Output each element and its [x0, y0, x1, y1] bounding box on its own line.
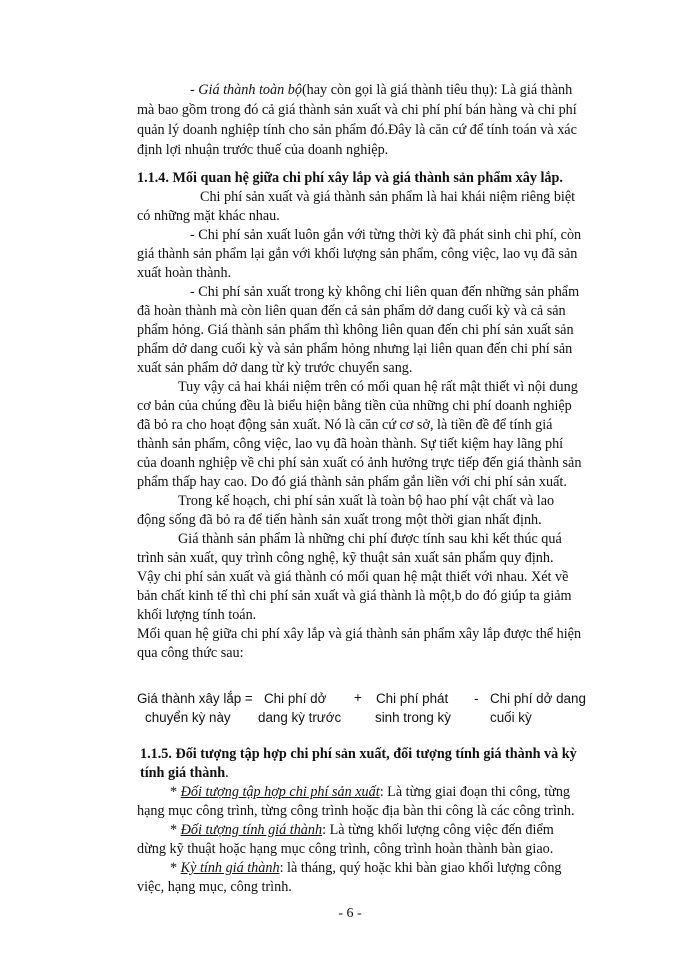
para-plan-line2: động sống đã bỏ ra để tiến hành sản xuất trong một thời gian nhất định.: [137, 512, 542, 528]
para-cost-object-line1: * Đối tượng tập hợp chi phí sản xuất: Là từng giai đoạn thi công, từng: [170, 784, 571, 800]
para-wip-line1: - Chi phí sản xuất trong kỳ không chỉ liên quan đến những sản phẩm: [190, 284, 580, 300]
para-cost-object-line2: hạng mục công trình, từng công trình hoặc địa bàn thi công là các công trình.: [137, 803, 575, 819]
para-wip-line5: xuất sản phẩm dở dang từ kỳ trước chuyển sang.: [137, 360, 413, 376]
term-costing-object: Đối tượng tính giá thành: [180, 822, 323, 838]
term-costing-period: Kỳ tính giá thành: [180, 860, 280, 876]
heading-1-1-5-line2: tính giá thành.: [140, 765, 229, 781]
para-period-line1: - Chi phí sản xuất luôn gắn với từng thời kỳ đã phát sinh chi phí, còn: [190, 227, 582, 243]
para-product-cost-line2: trình sản xuất, quy trình công nghệ, kỹ thuật sản xuất sản phẩm quy định.: [137, 550, 554, 566]
para-period-line2: giá thành sản phẩm lại gắn với khối lượng sản phẩm, công việc, lao vụ đã sản: [137, 246, 578, 262]
para-period-line3: xuất hoàn thành.: [137, 265, 232, 281]
para-wip-line4: phẩm dở dang cuối kỳ và sản phẩm hỏng nhưng lại liên quan đến chi phí sản: [137, 341, 573, 357]
para-relationship-line2: cơ bản của chúng đều là biểu hiện bằng tiền của những chi phí doanh nghiệp: [137, 398, 572, 414]
formula-term2-bottom: sinh trong kỳ: [375, 710, 451, 725]
term-cost-object: Đối tượng tập hợp chi phí sản xuất: [180, 784, 380, 800]
formula-term3-top: Chi phí dở dang: [490, 691, 586, 706]
para-total-cost-line4: định lợi nhuận trước thuế của doanh nghiệp.: [137, 142, 389, 158]
para-formula-intro-line2: qua công thức sau:: [137, 645, 244, 661]
para-relationship-line1: Tuy vậy cả hai khái niệm trên có mối quan hệ rất mật thiết vì nội dung: [178, 379, 578, 395]
formula-term1-top: Chi phí dở: [264, 691, 327, 706]
formula-term1-bottom: dang kỳ trước: [258, 710, 342, 725]
para-concepts-line2: có những mặt khác nhau.: [137, 208, 280, 224]
para-relationship-line4: thành sản phẩm, công việc, lao vụ đã hoàn thành. Sự tiết kiệm hay lãng phí: [137, 436, 564, 452]
formula-term2-top: Chi phí phát: [376, 691, 449, 706]
para-relationship-line3: đã bỏ ra cho hoạt động sản xuất. Nó là căn cứ cơ sở, là tiền đề để tính giá: [137, 417, 553, 433]
formula-lhs-top: Giá thành xây lắp =: [137, 691, 253, 706]
para-total-cost-line1: - Giá thành toàn bộ(hay còn gọi là giá thành tiêu thụ): Là giá thành: [190, 82, 573, 98]
para-costing-object-line1: * Đối tượng tính giá thành: Là từng khối lượng công việc đến điểm: [170, 822, 554, 838]
heading-1-1-4: 1.1.4. Mối quan hệ giữa chi phí xây lắp và giá thành sản phẩm xây lắp.: [137, 170, 563, 186]
para-relationship-line6: phẩm thấp hay cao. Do đó giá thành sản phẩm gắn liền với chi phí sản xuất.: [137, 474, 567, 490]
para-wip-line2: đã hoàn thành mà còn liên quan đến cả sản phẩm dở dang cuối kỳ và cả sản: [137, 303, 566, 319]
para-total-cost-line3: quản lý doanh nghiệp tính cho sản phẩm đó.Đây là căn cứ để tính toán và xác: [137, 122, 577, 138]
para-wip-line3: phẩm hỏng. Giá thành sản phẩm thì không liên quan đến chi phí sản xuất sản: [137, 322, 574, 338]
para-formula-intro-line1: Mối quan hệ giữa chi phí xây lắp và giá thành sản phẩm xây lắp được thể hiện: [137, 626, 582, 642]
para-costing-period-line2: việc, hạng mục, công trình.: [137, 879, 292, 895]
para-product-cost-line4: bản chất kinh tế thì chi phí sản xuất và giá thành là một,b do đó giúp ta giảm: [137, 588, 572, 604]
formula-lhs-bottom: chuyển kỳ này: [145, 710, 231, 725]
para-costing-object-line2: dừng kỹ thuật hoặc hạng mục công trình, công trình hoàn thành bàn giao.: [137, 841, 554, 857]
formula-term3-bottom: cuối kỳ: [490, 710, 532, 725]
para-plan-line1: Trong kế hoạch, chi phí sản xuất là toàn bộ hao phí vật chất và lao: [178, 493, 555, 509]
para-relationship-line5: của doanh nghiệp về chi phí sản xuất có ảnh hưởng trực tiếp đến giá thành sản: [137, 455, 582, 471]
para-product-cost-line3: Vậy chi phí sản xuất và giá thành có mối quan hệ mật thiết với nhau. Xét về: [137, 569, 569, 585]
para-costing-period-line1: * Kỳ tính giá thành: là tháng, quý hoặc khi bàn giao khối lượng công: [170, 860, 562, 876]
para-concepts-line1: Chi phí sản xuất và giá thành sản phẩm là hai khái niệm riêng biệt: [200, 189, 576, 205]
heading-1-1-5-line1: 1.1.5. Đối tượng tập hợp chi phí sản xuất, đối tượng tính giá thành và kỳ: [140, 746, 577, 762]
para-total-cost-line2: mà bao gồm trong đó cả giá thành sản xuất và chi phí phí bán hàng và chi phí: [137, 102, 577, 118]
page-number: - 6 -: [338, 906, 362, 921]
formula-plus: +: [354, 690, 362, 705]
formula-minus: -: [474, 691, 479, 706]
para-product-cost-line5: khối lượng tính toán.: [137, 607, 257, 623]
term-total-cost: Giá thành toàn bộ: [198, 82, 302, 98]
para-product-cost-line1: Giá thành sản phẩm là những chi phí được tính sau khi kết thúc quá: [178, 531, 562, 547]
